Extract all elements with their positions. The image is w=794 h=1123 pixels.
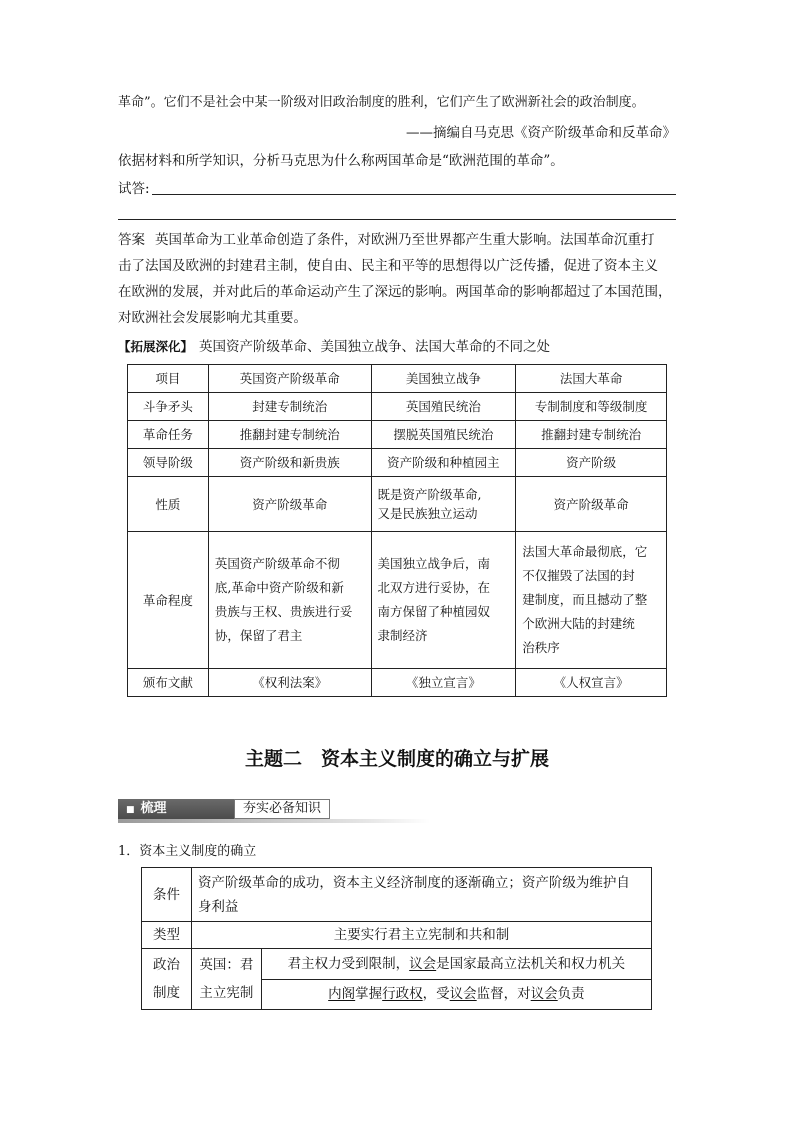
underlined-term: 内阁 [328, 986, 356, 1003]
answer-blank-line-1[interactable] [152, 194, 676, 195]
table-cell: 《权利法案》 [208, 669, 371, 697]
table-row [142, 922, 652, 949]
comparison-table [127, 364, 667, 697]
material-text-line: 革命”。它们不是社会中某一阶级对旧政治制度的胜利，它们产生了欧洲新社会的政治制度。 [118, 95, 645, 110]
answer-line: 在欧洲的发展，并对此后的革命运动产生了深远的影响。两国革命的影响都超过了本国范围， [118, 284, 672, 300]
text-run: 掌握 [355, 986, 383, 1003]
table-cell-line: 既是资产阶级革命, [377, 487, 482, 502]
table-cell: 斗争矛头 [128, 393, 209, 421]
capitalism-establishment-table [141, 867, 652, 1010]
answer-line: 对欧洲社会发展影响尤其重要。 [118, 310, 307, 326]
point-heading: 1．资本主义制度的确立 [118, 844, 257, 859]
question-text: 依据材料和所学知识，分析马克思为什么称两国革命是“欧洲范围的革命”。 [118, 153, 564, 169]
underlined-term: 行政权 [382, 986, 423, 1003]
table-cell-line: 主立宪制 [199, 985, 254, 1001]
table-cell: 类型 [142, 922, 192, 949]
table-cell-line: 不仅摧毁了法国的封 [522, 568, 635, 583]
table-cell-line: 贵族与王权、贵族进行妥 [214, 604, 353, 619]
table-header-cell: 项目 [128, 365, 209, 393]
banner-underline-bar [118, 819, 430, 823]
table-row [128, 669, 667, 697]
extension-title: 英国资产阶级革命、美国独立战争、法国大革命的不同之处 [199, 339, 551, 355]
table-cell-line: 法国大革命最彻底，它 [522, 544, 648, 559]
table-cell: 革命任务 [128, 421, 209, 449]
try-answer-label: 试答: [118, 181, 150, 197]
text-run: 是国家最高立法机关和权力机关 [436, 955, 626, 972]
banner-dark-label: 梳理 [140, 801, 167, 816]
table-cell-line: 政治 [152, 957, 180, 973]
text-run: 监督，对 [476, 986, 531, 1003]
table-cell: 摆脱英国殖民统治 [371, 421, 516, 449]
table-row [128, 449, 667, 477]
table-header-cell: 法国大革命 [516, 365, 667, 393]
table-cell-line: 制度 [152, 985, 180, 1001]
table-cell-line: 身利益 [197, 898, 239, 915]
table-cell [142, 949, 192, 1010]
table-cell-line: 又是民族独立运动 [377, 506, 478, 521]
answer-line: 击了法国及欧洲的封建君主制，使自由、民主和平等的思想得以广泛传播，促进了资本主义 [118, 258, 658, 274]
table-cell-line: 底,革命中资产阶级和新 [214, 580, 344, 595]
table-cell: 条件 [142, 868, 192, 922]
table-cell-line: 美国独立战争后，南 [377, 556, 491, 571]
table-cell [191, 949, 261, 1010]
table-cell [371, 532, 516, 669]
banner-light-tag: 夯实必备知识 [234, 799, 330, 819]
table-cell: 领导阶级 [128, 449, 209, 477]
table-cell [191, 868, 651, 922]
material-source: ——摘编自马克思《资产阶级革命和反革命》 [406, 125, 676, 141]
table-cell [261, 979, 651, 1010]
table-header-cell: 美国独立战争 [371, 365, 516, 393]
answer-line: 英国革命为工业革命创造了条件，对欧洲乃至世界都产生重大影响。法国革命沉重打 [155, 232, 655, 248]
table-row [142, 949, 652, 980]
table-cell-line: 南方保留了种植园奴 [377, 604, 491, 619]
table-header-cell: 英国资产阶级革命 [208, 365, 371, 393]
text-run: 负责 [557, 986, 585, 1003]
underlined-term: 议会 [449, 986, 477, 1003]
table-cell: 革命程度 [128, 532, 209, 669]
table-cell: 性质 [128, 477, 209, 532]
banner-bullet-icon: ■ [126, 805, 135, 815]
table-cell: 资产阶级革命 [208, 477, 371, 532]
table-row [142, 868, 652, 922]
table-cell: 封建专制统治 [208, 393, 371, 421]
table-cell: 推翻封建专制统治 [208, 421, 371, 449]
table-cell: 颁布文献 [128, 669, 209, 697]
table-cell-line: 建制度，而且撼动了整 [522, 592, 648, 607]
table-cell: 《人权宣言》 [516, 669, 667, 697]
table-cell-line: 隶制经济 [377, 628, 428, 643]
section-title: 主题二 资本主义制度的确立与扩展 [244, 748, 549, 770]
table-cell-line: 资产阶级革命的成功，资本主义经济制度的逐渐确立；资产阶级为维护自 [197, 874, 630, 891]
answer-block [118, 227, 678, 331]
extension-heading [118, 337, 550, 357]
table-header-row [128, 365, 667, 393]
table-cell: 资产阶级和种植园主 [371, 449, 516, 477]
banner-dark-tag [118, 799, 234, 820]
table-cell-line: 北双方进行妥协，在 [377, 580, 491, 595]
table-row [128, 477, 667, 532]
table-cell [261, 949, 651, 980]
table-cell-line: 治秩序 [522, 640, 560, 655]
extension-tag: 【拓展深化】 [118, 339, 194, 354]
table-cell: 《独立宣言》 [371, 669, 516, 697]
table-cell-line: 英国资产阶级革命不彻 [214, 556, 340, 571]
underlined-term: 议会 [530, 986, 558, 1003]
section-banner [118, 797, 430, 825]
table-cell: 专制制度和等级制度 [516, 393, 667, 421]
table-cell-line: 协，保留了君主 [214, 628, 303, 643]
table-cell-line: 英国：君 [199, 957, 254, 973]
table-cell [371, 477, 516, 532]
table-cell: 推翻封建专制统治 [516, 421, 667, 449]
table-cell: 主要实行君主立宪制和共和制 [191, 922, 651, 949]
table-cell-line: 个欧洲大陆的封建统 [522, 616, 635, 631]
table-cell: 资产阶级革命 [516, 477, 667, 532]
table-cell [208, 532, 371, 669]
table-row [128, 532, 667, 669]
table-cell: 资产阶级和新贵族 [208, 449, 371, 477]
answer-label: 答案 [118, 232, 145, 248]
table-row [128, 393, 667, 421]
text-run: ，受 [422, 986, 450, 1003]
table-row [128, 421, 667, 449]
table-cell [516, 532, 667, 669]
table-cell: 资产阶级 [516, 449, 667, 477]
table-cell: 英国殖民统治 [371, 393, 516, 421]
text-run: 君主权力受到限制， [287, 955, 410, 972]
answer-blank-line-2[interactable] [118, 219, 676, 220]
underlined-term: 议会 [409, 955, 437, 972]
